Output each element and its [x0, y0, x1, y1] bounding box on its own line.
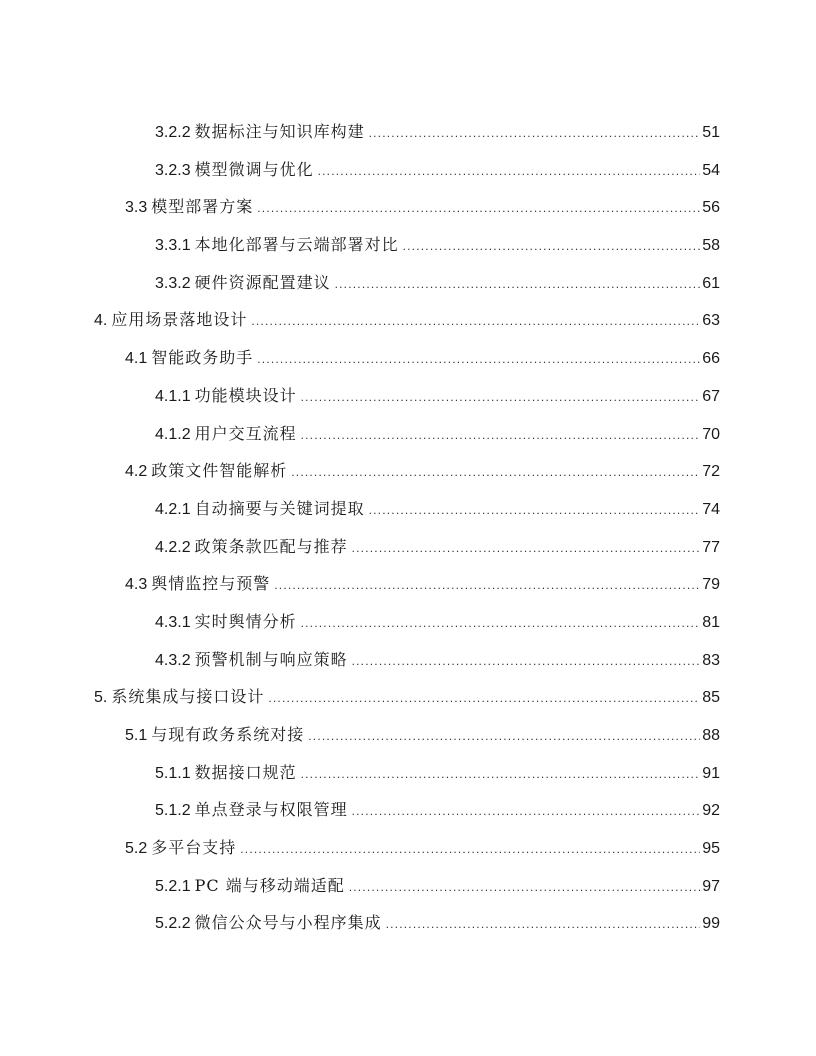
toc-entry[interactable]: [0, 641, 816, 679]
toc-entry-number: 5.2.2: [155, 915, 191, 933]
toc-entry[interactable]: [0, 226, 816, 264]
toc-entry-number: 5.1.2: [155, 802, 191, 820]
toc-entry-number: 4.3.1: [155, 613, 191, 631]
toc-entry-number: 3.3.1: [155, 237, 191, 255]
toc-entry[interactable]: [0, 678, 816, 716]
toc-entry-page: 95: [702, 840, 720, 858]
toc-entry[interactable]: [0, 716, 816, 754]
toc-entry[interactable]: [0, 490, 816, 528]
toc-entry[interactable]: [0, 867, 816, 905]
dot-leader: [349, 869, 701, 907]
toc-entry-title: 智能政务助手: [151, 348, 254, 368]
toc-entry-number: 4.3.2: [155, 651, 191, 669]
toc-entry[interactable]: [0, 904, 816, 942]
toc-entry-page: 58: [702, 237, 720, 255]
toc-entry-title: 微信公众号与小程序集成: [194, 913, 382, 933]
toc-entry[interactable]: [0, 151, 816, 189]
toc-entry-page: 91: [702, 764, 720, 782]
toc-entry-title: 硬件资源配置建议: [194, 272, 331, 292]
toc-entry[interactable]: [0, 339, 816, 377]
toc-entry-page: 70: [702, 425, 720, 443]
toc-entry-number: 4.1.2: [155, 425, 191, 443]
toc-entry-page: 72: [702, 463, 720, 481]
toc-entry-number: 3.3.2: [155, 274, 191, 292]
dot-leader: [291, 454, 700, 492]
dot-leader: [369, 115, 701, 153]
toc-entry-title: 数据接口规范: [194, 762, 297, 782]
toc-entry-title: PC 端与移动端适配: [194, 875, 345, 895]
toc-entry-page: 99: [702, 915, 720, 933]
toc-entry-title: 本地化部署与云端部署对比: [194, 235, 399, 255]
toc-entry-number: 3.3: [125, 199, 148, 217]
toc-entry[interactable]: [0, 829, 816, 867]
toc-entry-title: 与现有政务系统对接: [151, 725, 305, 744]
toc-entry-page: 51: [702, 124, 720, 141]
toc-entry-title: 功能模块设计: [194, 385, 297, 405]
toc-entry-number: 5.1: [125, 727, 148, 744]
dot-leader: [301, 417, 701, 455]
toc-entry-page: 79: [702, 576, 720, 594]
toc-entry-title: 数据标注与知识库构建: [194, 122, 365, 141]
toc-entry-number: 4.2.2: [155, 538, 191, 556]
toc-entry-title: 模型微调与优化: [194, 159, 314, 179]
toc-entry-page: 88: [702, 727, 720, 744]
toc-entry[interactable]: [0, 301, 816, 339]
dot-leader: [352, 793, 701, 831]
toc-entry[interactable]: [0, 603, 816, 641]
toc-entry-page: 67: [702, 387, 720, 405]
dot-leader: [301, 379, 701, 417]
toc-entry-title: 政策条款匹配与推荐: [194, 536, 348, 556]
dot-leader: [352, 643, 701, 681]
toc-entry-number: 3.2.3: [155, 161, 191, 179]
dot-leader: [386, 906, 701, 944]
dot-leader: [335, 266, 701, 304]
toc-entry-page: 74: [702, 500, 720, 518]
toc-entry-title: 多平台支持: [151, 838, 237, 858]
toc-entry-title: 实时舆情分析: [194, 611, 297, 631]
toc-entry-title: 舆情监控与预警: [151, 574, 271, 594]
dot-leader: [301, 756, 701, 794]
toc-entry-page: 77: [702, 538, 720, 556]
toc-entry-number: 5.2.1: [155, 877, 191, 895]
dot-leader: [268, 680, 700, 718]
toc-entry-title: 模型部署方案: [151, 197, 254, 217]
toc-entry-title: 系统集成与接口设计: [111, 687, 265, 707]
dot-leader: [318, 153, 701, 191]
toc-entry-page: 66: [702, 350, 720, 368]
toc-entry-title: 预警机制与响应策略: [194, 649, 348, 669]
toc-entry-number: 4.1: [125, 350, 148, 368]
toc-entry-number: 4.1.1: [155, 387, 191, 405]
toc-entry[interactable]: [0, 377, 816, 415]
dot-leader: [274, 567, 700, 605]
toc-entry-number: 4.3: [125, 576, 148, 594]
toc-entry[interactable]: [0, 113, 816, 151]
dot-leader: [352, 530, 701, 568]
toc-entry-page: 54: [702, 161, 720, 179]
toc-entry-number: 5.: [94, 689, 108, 707]
toc-entry-title: 用户交互流程: [194, 423, 297, 443]
table-of-contents: [0, 113, 816, 942]
toc-entry-page: 85: [702, 689, 720, 707]
dot-leader: [257, 190, 700, 228]
toc-entry[interactable]: [0, 452, 816, 490]
toc-entry-page: 56: [702, 199, 720, 217]
toc-entry-number: 5.1.1: [155, 764, 191, 782]
toc-entry-number: 4.: [94, 312, 108, 330]
toc-entry-page: 97: [702, 877, 720, 895]
toc-entry-page: 63: [702, 312, 720, 330]
dot-leader: [308, 718, 700, 756]
dot-leader: [369, 492, 701, 530]
toc-entry[interactable]: [0, 188, 816, 226]
toc-entry-title: 应用场景落地设计: [111, 310, 248, 330]
dot-leader: [257, 341, 700, 379]
toc-entry-number: 4.2: [125, 463, 148, 481]
toc-entry-page: 61: [702, 274, 720, 292]
toc-entry[interactable]: [0, 528, 816, 566]
dot-leader: [301, 605, 701, 643]
toc-entry[interactable]: [0, 565, 816, 603]
toc-entry-title: 政策文件智能解析: [151, 461, 288, 481]
toc-entry[interactable]: [0, 415, 816, 453]
dot-leader: [251, 303, 700, 341]
toc-entry-title: 自动摘要与关键词提取: [194, 498, 365, 518]
toc-entry-page: 81: [702, 613, 720, 631]
toc-entry-number: 5.2: [125, 840, 148, 858]
toc-entry-number: 3.2.2: [155, 124, 191, 141]
toc-entry-page: 92: [702, 802, 720, 820]
dot-leader: [403, 228, 701, 266]
toc-entry[interactable]: [0, 754, 816, 792]
toc-entry-title: 单点登录与权限管理: [194, 800, 348, 820]
toc-entry-page: 83: [702, 651, 720, 669]
toc-entry[interactable]: [0, 791, 816, 829]
toc-entry[interactable]: [0, 264, 816, 302]
dot-leader: [240, 831, 700, 869]
toc-entry-number: 4.2.1: [155, 500, 191, 518]
